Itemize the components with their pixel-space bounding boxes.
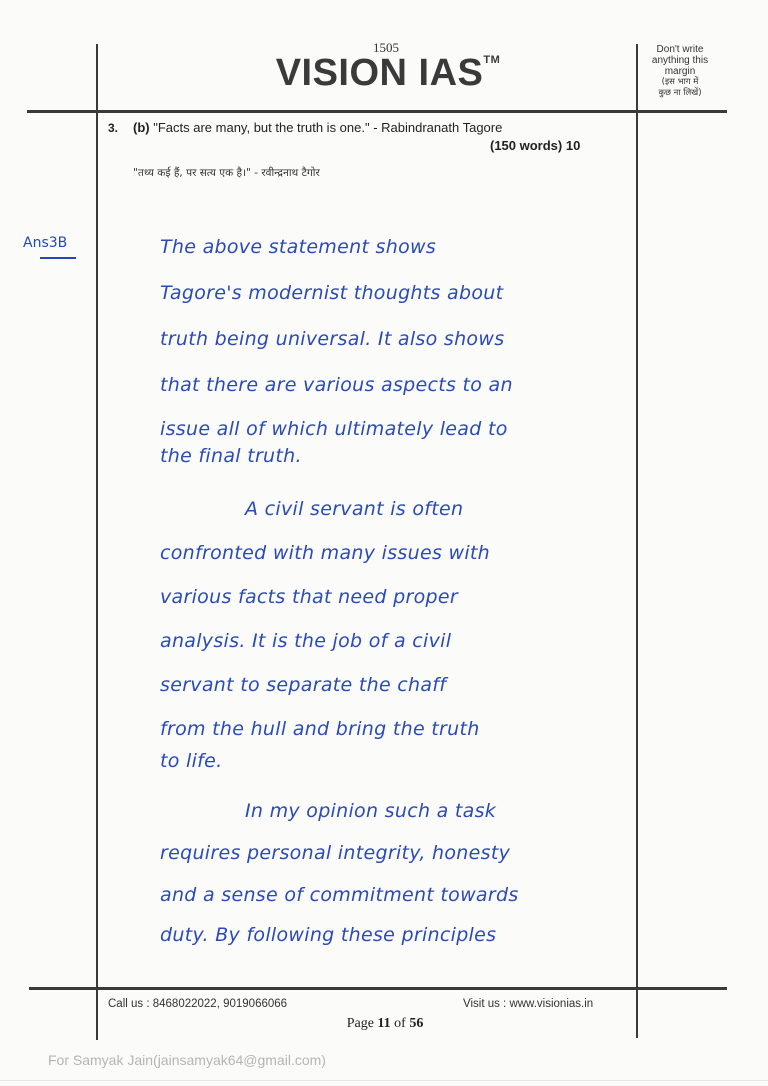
answer-line: truth being universal. It also shows — [160, 328, 505, 350]
answer-line: from the hull and bring the truth — [160, 718, 480, 740]
answer-line: Tagore's modernist thoughts about — [160, 282, 504, 304]
answer-line: servant to separate the chaff — [160, 674, 447, 696]
answer-line: requires personal integrity, honesty — [160, 842, 511, 864]
margin-note-line: (इस भाग में — [661, 77, 699, 87]
brand-name: VISION IAS — [275, 52, 484, 94]
margin-note-line: margin — [664, 66, 696, 77]
answer-line: the final truth. — [160, 445, 302, 467]
answer-line: and a sense of commitment towards — [160, 884, 519, 906]
footer-website: Visit us : www.visionias.in — [463, 998, 594, 1010]
answer-line: confronted with many issues with — [160, 542, 491, 564]
page-prefix: Page — [346, 1016, 374, 1031]
left-margin-rule — [96, 44, 98, 1040]
answer-label-underline — [40, 257, 76, 259]
page-total: 56 — [409, 1016, 424, 1031]
margin-note — [640, 44, 720, 99]
question-marks: (150 words) 10 — [490, 138, 581, 153]
page-current: 11 — [377, 1016, 391, 1031]
margin-note-line: anything this — [651, 55, 709, 66]
paper-code: 1505 — [373, 40, 399, 55]
answer-line: to life. — [160, 750, 223, 772]
answer-line: that there are various aspects to an — [160, 374, 513, 396]
license-watermark: For Samyak Jain(jainsamyak64@gmail.com) — [48, 1052, 326, 1068]
right-margin-rule — [636, 44, 638, 1038]
answer-line: duty. By following these principles — [160, 924, 497, 946]
answer-line: issue all of which ultimately lead to — [160, 418, 508, 440]
answer-line: analysis. It is the job of a civil — [160, 630, 452, 652]
answer-line: A civil servant is often — [245, 498, 464, 520]
footer-phone: Call us : 8468022022, 9019066066 — [108, 998, 288, 1010]
question-number: 3. — [108, 121, 119, 135]
footer-rule — [29, 987, 727, 990]
question-hindi: "तथ्य कई हैं, पर सत्य एक है।" - रवीन्द्रनाथ टैगोर — [133, 167, 320, 179]
answer-label: Ans3B — [23, 235, 68, 251]
question-quote: "Facts are many, but the truth is one." - Rabindranath Tagore — [153, 120, 503, 135]
question-text — [133, 120, 502, 135]
trademark-mark: TM — [483, 54, 501, 66]
answer-line: In my opinion such a task — [245, 800, 497, 822]
header-rule — [27, 110, 727, 113]
question-part: (b) — [133, 120, 150, 135]
brand-logo — [228, 52, 548, 95]
page-of: of — [394, 1016, 406, 1031]
answer-line: The above statement shows — [160, 236, 437, 258]
bottom-divider — [0, 1080, 768, 1081]
answer-line: various facts that need proper — [160, 586, 458, 608]
margin-note-line: कुछ ना लिखें) — [658, 88, 702, 98]
margin-note-line: Don't write — [656, 44, 704, 55]
page-number — [300, 1016, 470, 1032]
